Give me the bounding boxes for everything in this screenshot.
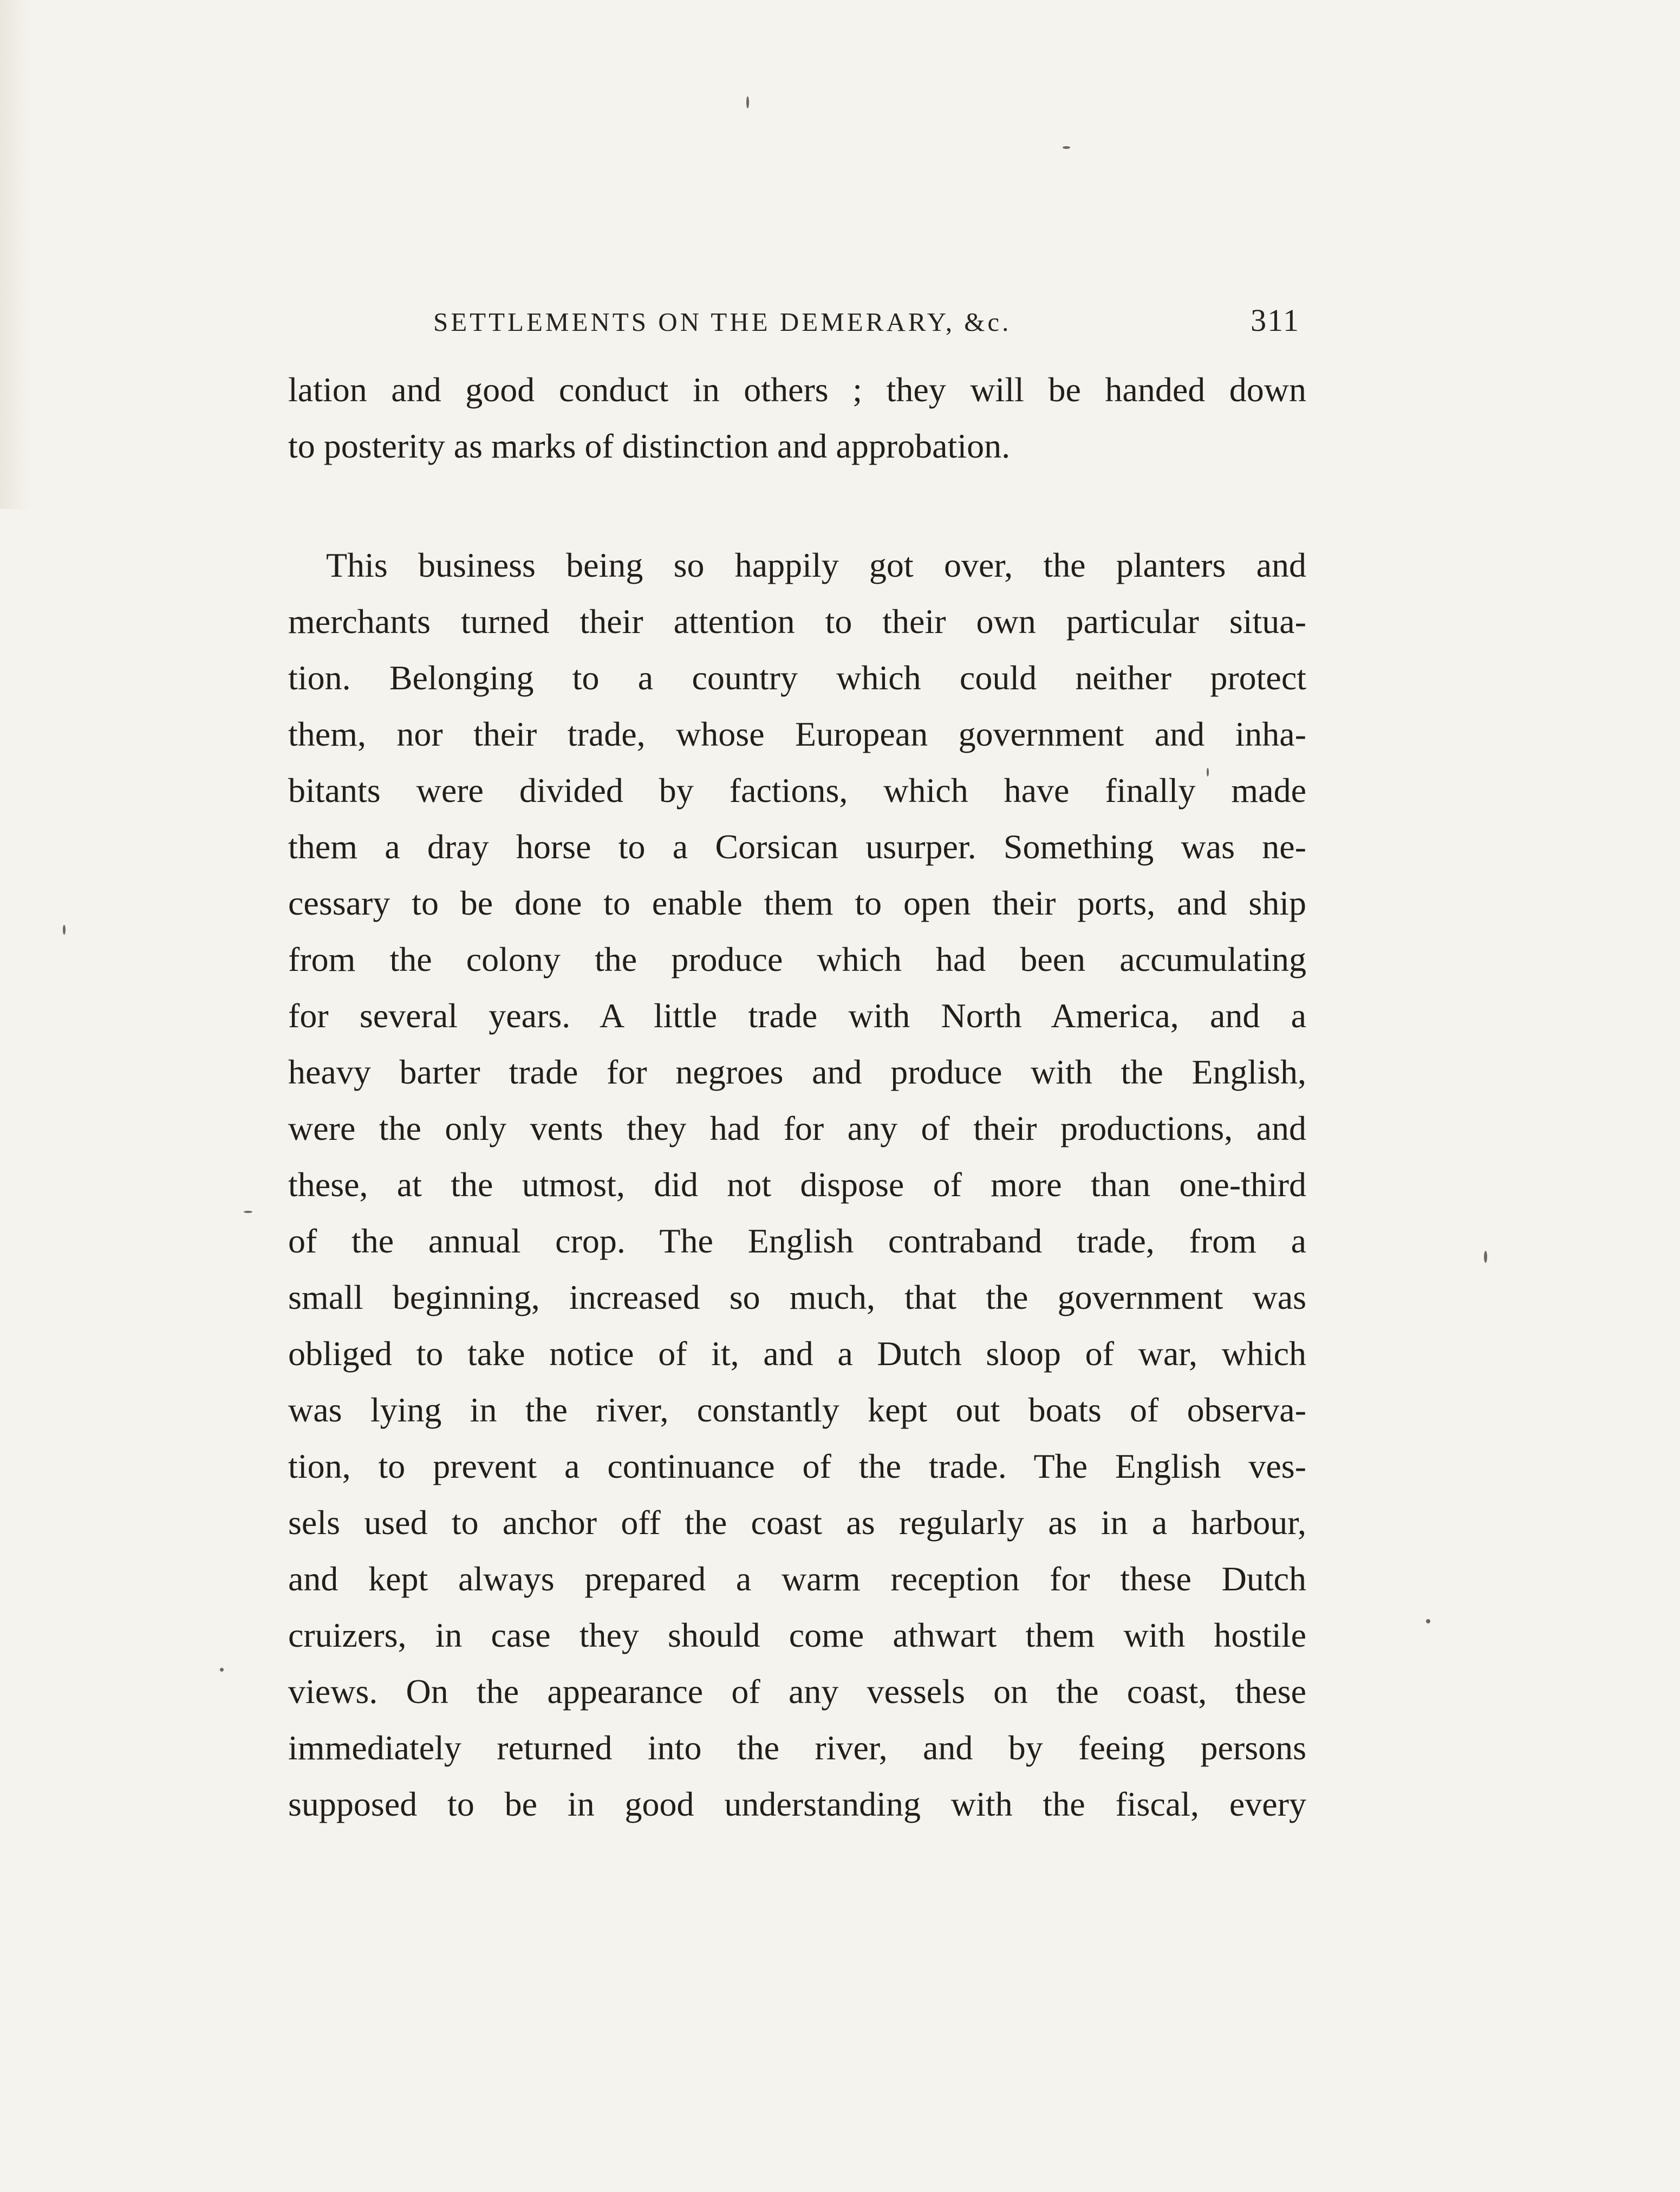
ink-speck bbox=[244, 1211, 252, 1213]
text-line: obliged to take notice of it, and a Dutch sloop of war, which bbox=[288, 1334, 1306, 1373]
ink-speck bbox=[1426, 1619, 1430, 1623]
text-line: lation and good conduct in others ; they will be handed down bbox=[288, 370, 1306, 409]
ink-speck bbox=[63, 925, 66, 935]
text-line: were the only vents they had for any of their productions, and bbox=[288, 1109, 1306, 1147]
text-line: heavy barter trade for negroes and produce with the English, bbox=[288, 1053, 1306, 1091]
text-line: tion, to prevent a continuance of the trade. The English ves- bbox=[288, 1447, 1306, 1485]
text-line: and kept always prepared a warm reception for these Dutch bbox=[288, 1560, 1306, 1598]
text-line: to posterity as marks of distinction and approbation. bbox=[288, 427, 1011, 465]
ink-speck bbox=[1063, 146, 1070, 149]
page-edge-shadow bbox=[0, 0, 30, 509]
page-header bbox=[433, 297, 1300, 340]
text-line: small beginning, increased so much, that the government was bbox=[288, 1278, 1306, 1316]
text-line: views. On the appearance of any vessels on the coast, these bbox=[288, 1672, 1306, 1711]
ink-speck bbox=[746, 96, 749, 108]
text-line: of the annual crop. The English contraband trade, from a bbox=[288, 1222, 1306, 1260]
text-line: from the colony the produce which had been accumulating bbox=[288, 940, 1306, 978]
text-line: these, at the utmost, did not dispose of more than one-third bbox=[288, 1165, 1306, 1204]
ink-speck bbox=[1484, 1251, 1487, 1263]
paragraph-break bbox=[288, 474, 1306, 537]
text-line: immediately returned into the river, and by feeing persons bbox=[288, 1728, 1306, 1767]
text-line: tion. Belonging to a country which could neither protect bbox=[288, 658, 1306, 697]
text-line: was lying in the river, constantly kept out boats of observa- bbox=[288, 1391, 1306, 1429]
body-text bbox=[288, 362, 1306, 1832]
text-line: them, nor their trade, whose European government and inha- bbox=[288, 715, 1306, 753]
running-head: SETTLEMENTS ON THE DEMERARY, &c. bbox=[433, 307, 1012, 337]
text-line: for several years. A little trade with North America, and a bbox=[288, 996, 1306, 1035]
page-number: 311 bbox=[1251, 303, 1300, 338]
text-line: cessary to be done to enable them to open their ports, and ship bbox=[288, 884, 1306, 922]
text-line: them a dray horse to a Corsican usurper. Something was ne- bbox=[288, 827, 1306, 866]
text-line: This business being so happily got over, the planters and bbox=[326, 546, 1306, 584]
ink-speck bbox=[220, 1668, 224, 1672]
text-line: sels used to anchor off the coast as regularly as in a harbour, bbox=[288, 1503, 1306, 1542]
text-line: cruizers, in case they should come athwart them with hostile bbox=[288, 1616, 1306, 1654]
text-line: bitants were divided by factions, which have finally made bbox=[288, 771, 1306, 810]
text-line: merchants turned their attention to their own particular situa- bbox=[288, 602, 1306, 641]
text-line: supposed to be in good understanding with the fiscal, every bbox=[288, 1785, 1306, 1823]
